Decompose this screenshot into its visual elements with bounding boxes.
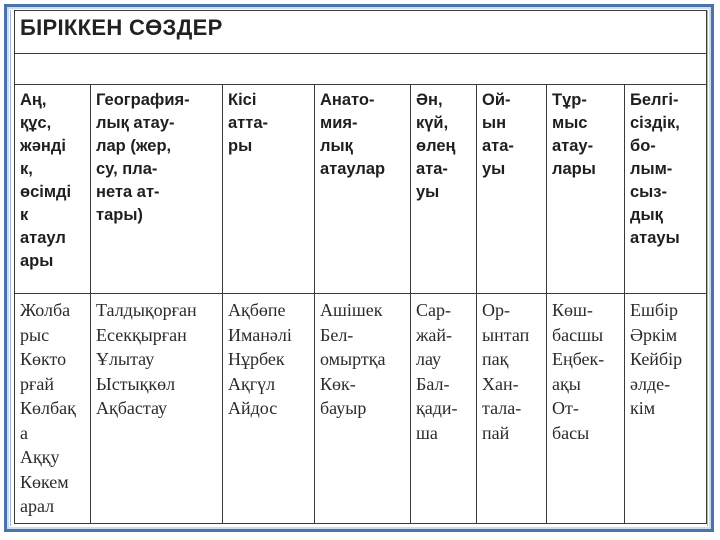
cell-personal-names: Ақбөпе Иманәлі Нұрбек Ақгүл Айдос (223, 294, 315, 524)
cell-game-names: Ор- ынтап пақ Хан- тала- пай (477, 294, 547, 524)
header-song-names: Ән, күй, өлең ата- уы (411, 85, 477, 294)
title-row (15, 11, 707, 54)
header-game-names: Ой- ын ата- уы (477, 85, 547, 294)
blank-row-cell (15, 54, 707, 85)
cell-song-names: Сар- жай- лау Бал- қади- ша (411, 294, 477, 524)
header-anatomical-names: Анато- мия- лық атаулар (315, 85, 411, 294)
header-animals-plants: Аң, құс, жәнді к, өсімді к атаул ары (15, 85, 91, 294)
header-row (15, 85, 707, 294)
cell-animals-plants: Жолба рыс Көкто рғай Көлбақ а Аққу Көкем арал (15, 294, 91, 524)
examples-row (15, 294, 707, 524)
header-indefinite-names: Белгі- сіздік, бо- лым- сыз- дық атауы (625, 85, 707, 294)
cell-geographic-names: Талдықорған Есекқырған Ұлытау Ыстықкөл Ақбастау (91, 294, 223, 524)
header-household-names: Тұр- мыс атау- лары (547, 85, 625, 294)
compound-words-table (14, 10, 707, 524)
header-personal-names: Кісі атта- ры (223, 85, 315, 294)
table-title: БІРІККЕН СӨЗДЕР (15, 11, 707, 54)
header-geographic-names: География- лық атау- лар (жер, су, пла- нета ат- тары) (91, 85, 223, 294)
spacer-row (15, 54, 707, 85)
cell-household-names: Көш- басшы Еңбек- ақы От- басы (547, 294, 625, 524)
cell-anatomical-names: Ашішек Бел- омыртқа Көк- бауыр (315, 294, 411, 524)
cell-indefinite-names: Ешбір Әркім Кейбір әлде- кім (625, 294, 707, 524)
